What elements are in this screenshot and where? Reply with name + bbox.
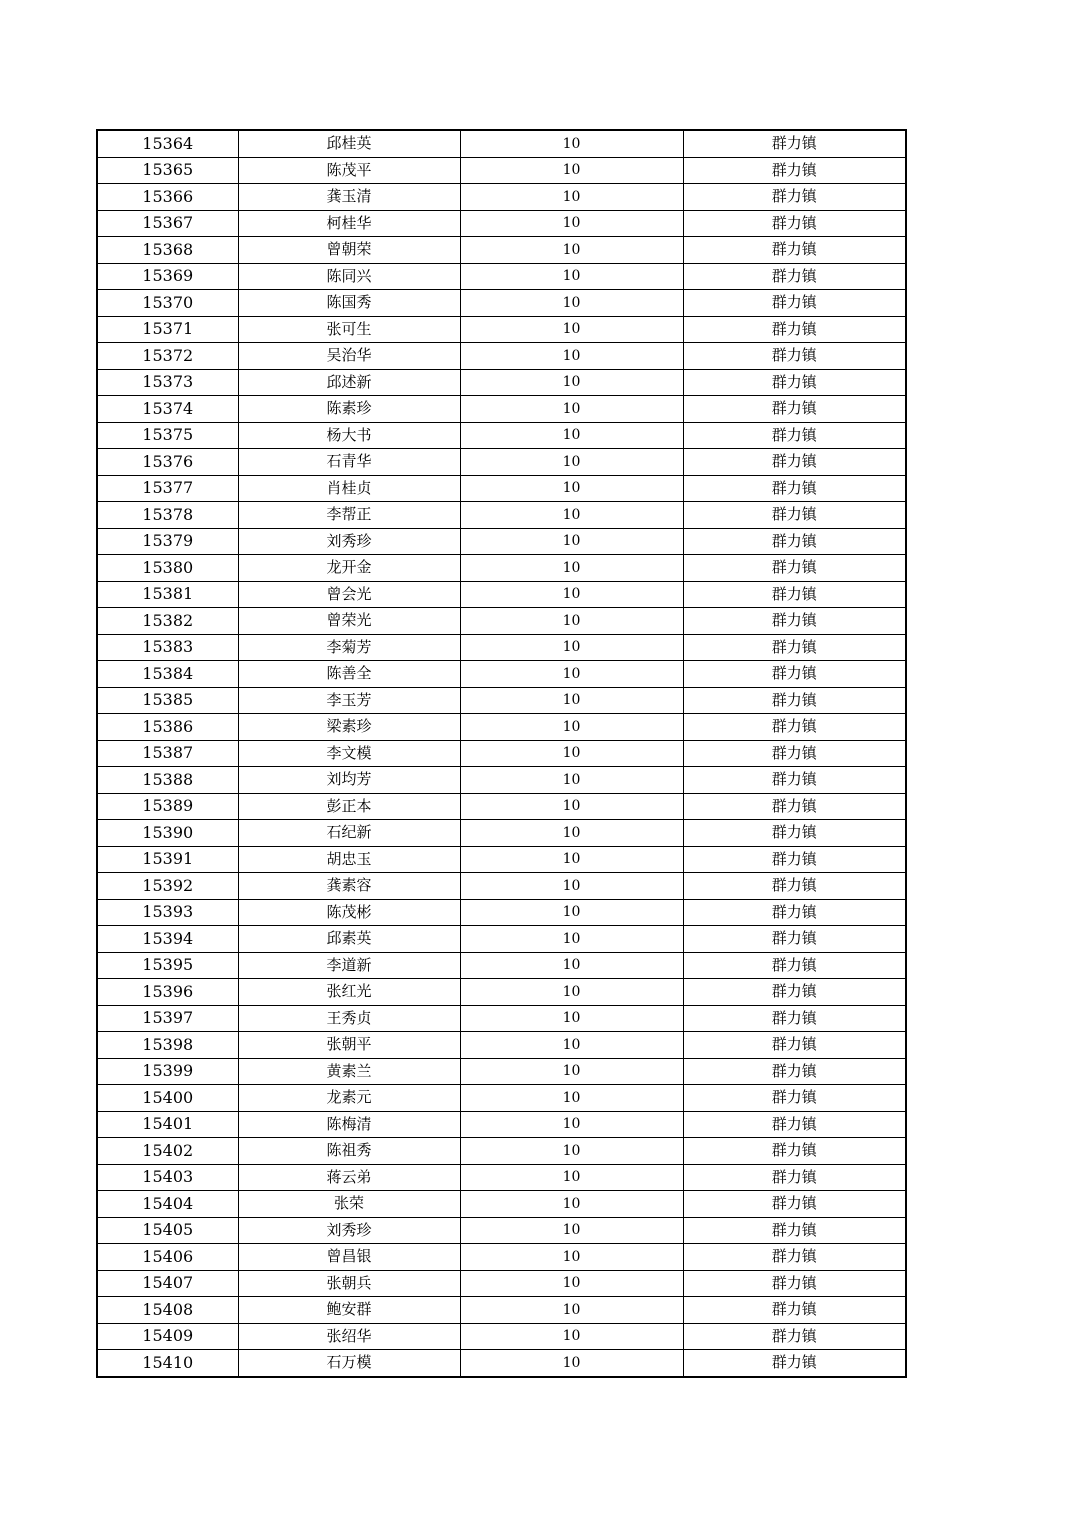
cell-id: 15404 xyxy=(97,1191,238,1218)
cell-name: 石万模 xyxy=(238,1350,460,1377)
cell-name: 肖桂贞 xyxy=(238,475,460,502)
cell-town: 群力镇 xyxy=(683,528,906,555)
cell-name: 彭正本 xyxy=(238,793,460,820)
cell-id: 15371 xyxy=(97,316,238,343)
cell-amount: 10 xyxy=(460,210,683,237)
cell-town: 群力镇 xyxy=(683,263,906,290)
cell-name: 李文模 xyxy=(238,740,460,767)
cell-name: 陈同兴 xyxy=(238,263,460,290)
cell-id: 15375 xyxy=(97,422,238,449)
cell-amount: 10 xyxy=(460,581,683,608)
cell-name: 张荣 xyxy=(238,1191,460,1218)
cell-town: 群力镇 xyxy=(683,608,906,635)
cell-town: 群力镇 xyxy=(683,581,906,608)
cell-town: 群力镇 xyxy=(683,873,906,900)
cell-amount: 10 xyxy=(460,1217,683,1244)
table-row xyxy=(97,1350,906,1377)
cell-town: 群力镇 xyxy=(683,449,906,476)
cell-id: 15372 xyxy=(97,343,238,370)
cell-amount: 10 xyxy=(460,899,683,926)
cell-id: 15405 xyxy=(97,1217,238,1244)
cell-town: 群力镇 xyxy=(683,343,906,370)
cell-name: 邱述新 xyxy=(238,369,460,396)
table-row xyxy=(97,528,906,555)
cell-name: 陈祖秀 xyxy=(238,1138,460,1165)
cell-amount: 10 xyxy=(460,1297,683,1324)
cell-amount: 10 xyxy=(460,316,683,343)
cell-town: 群力镇 xyxy=(683,1111,906,1138)
table-row xyxy=(97,555,906,582)
cell-id: 15370 xyxy=(97,290,238,317)
cell-town: 群力镇 xyxy=(683,184,906,211)
cell-amount: 10 xyxy=(460,396,683,423)
cell-amount: 10 xyxy=(460,846,683,873)
cell-name: 陈素珍 xyxy=(238,396,460,423)
cell-name: 龚玉清 xyxy=(238,184,460,211)
table-row xyxy=(97,1138,906,1165)
cell-name: 陈茂彬 xyxy=(238,899,460,926)
table-row xyxy=(97,184,906,211)
cell-name: 石纪新 xyxy=(238,820,460,847)
cell-amount: 10 xyxy=(460,502,683,529)
table-row xyxy=(97,581,906,608)
cell-id: 15395 xyxy=(97,952,238,979)
cell-town: 群力镇 xyxy=(683,687,906,714)
cell-name: 曾朝荣 xyxy=(238,237,460,264)
cell-town: 群力镇 xyxy=(683,1323,906,1350)
cell-name: 张红光 xyxy=(238,979,460,1006)
cell-town: 群力镇 xyxy=(683,290,906,317)
table-row xyxy=(97,1111,906,1138)
table-row xyxy=(97,237,906,264)
table-row xyxy=(97,1270,906,1297)
table-row xyxy=(97,767,906,794)
cell-name: 邱桂英 xyxy=(238,130,460,157)
cell-amount: 10 xyxy=(460,422,683,449)
cell-amount: 10 xyxy=(460,130,683,157)
cell-id: 15368 xyxy=(97,237,238,264)
cell-name: 李菊芳 xyxy=(238,634,460,661)
cell-name: 吴治华 xyxy=(238,343,460,370)
cell-name: 黄素兰 xyxy=(238,1058,460,1085)
cell-town: 群力镇 xyxy=(683,130,906,157)
cell-id: 15365 xyxy=(97,157,238,184)
cell-town: 群力镇 xyxy=(683,634,906,661)
cell-town: 群力镇 xyxy=(683,767,906,794)
cell-town: 群力镇 xyxy=(683,316,906,343)
cell-name: 陈国秀 xyxy=(238,290,460,317)
cell-town: 群力镇 xyxy=(683,1085,906,1112)
cell-amount: 10 xyxy=(460,1350,683,1377)
table-row xyxy=(97,422,906,449)
table-row xyxy=(97,1297,906,1324)
cell-amount: 10 xyxy=(460,1270,683,1297)
table-row xyxy=(97,290,906,317)
cell-name: 刘秀珍 xyxy=(238,528,460,555)
table-row xyxy=(97,846,906,873)
cell-town: 群力镇 xyxy=(683,899,906,926)
cell-name: 梁素珍 xyxy=(238,714,460,741)
cell-amount: 10 xyxy=(460,1005,683,1032)
cell-amount: 10 xyxy=(460,1244,683,1271)
cell-town: 群力镇 xyxy=(683,1164,906,1191)
cell-name: 曾荣光 xyxy=(238,608,460,635)
cell-name: 李玉芳 xyxy=(238,687,460,714)
cell-town: 群力镇 xyxy=(683,475,906,502)
cell-amount: 10 xyxy=(460,1164,683,1191)
cell-town: 群力镇 xyxy=(683,661,906,688)
cell-amount: 10 xyxy=(460,343,683,370)
table-body xyxy=(97,130,906,1377)
cell-town: 群力镇 xyxy=(683,820,906,847)
cell-amount: 10 xyxy=(460,1111,683,1138)
cell-amount: 10 xyxy=(460,767,683,794)
cell-id: 15380 xyxy=(97,555,238,582)
cell-amount: 10 xyxy=(460,449,683,476)
cell-name: 陈善全 xyxy=(238,661,460,688)
cell-amount: 10 xyxy=(460,290,683,317)
table-row xyxy=(97,608,906,635)
table-row xyxy=(97,1058,906,1085)
cell-amount: 10 xyxy=(460,1138,683,1165)
table-row xyxy=(97,634,906,661)
cell-id: 15379 xyxy=(97,528,238,555)
cell-id: 15384 xyxy=(97,661,238,688)
cell-id: 15373 xyxy=(97,369,238,396)
cell-amount: 10 xyxy=(460,952,683,979)
cell-town: 群力镇 xyxy=(683,1138,906,1165)
cell-amount: 10 xyxy=(460,263,683,290)
cell-id: 15407 xyxy=(97,1270,238,1297)
cell-id: 15386 xyxy=(97,714,238,741)
cell-town: 群力镇 xyxy=(683,1297,906,1324)
cell-name: 张朝兵 xyxy=(238,1270,460,1297)
cell-amount: 10 xyxy=(460,634,683,661)
cell-id: 15382 xyxy=(97,608,238,635)
cell-town: 群力镇 xyxy=(683,793,906,820)
table-row xyxy=(97,740,906,767)
table-row xyxy=(97,1085,906,1112)
cell-id: 15410 xyxy=(97,1350,238,1377)
cell-town: 群力镇 xyxy=(683,237,906,264)
cell-name: 刘均芳 xyxy=(238,767,460,794)
cell-amount: 10 xyxy=(460,740,683,767)
cell-id: 15377 xyxy=(97,475,238,502)
table-row xyxy=(97,210,906,237)
cell-amount: 10 xyxy=(460,714,683,741)
table-row xyxy=(97,130,906,157)
table-row xyxy=(97,475,906,502)
cell-id: 15391 xyxy=(97,846,238,873)
table-row xyxy=(97,899,906,926)
cell-amount: 10 xyxy=(460,1085,683,1112)
table-row xyxy=(97,343,906,370)
cell-name: 张可生 xyxy=(238,316,460,343)
cell-town: 群力镇 xyxy=(683,210,906,237)
cell-id: 15392 xyxy=(97,873,238,900)
cell-amount: 10 xyxy=(460,1323,683,1350)
cell-amount: 10 xyxy=(460,475,683,502)
cell-town: 群力镇 xyxy=(683,1270,906,1297)
cell-name: 曾昌银 xyxy=(238,1244,460,1271)
cell-town: 群力镇 xyxy=(683,1032,906,1059)
cell-town: 群力镇 xyxy=(683,502,906,529)
cell-amount: 10 xyxy=(460,555,683,582)
cell-id: 15378 xyxy=(97,502,238,529)
cell-name: 张绍华 xyxy=(238,1323,460,1350)
table-row xyxy=(97,873,906,900)
cell-name: 胡忠玉 xyxy=(238,846,460,873)
cell-town: 群力镇 xyxy=(683,740,906,767)
cell-amount: 10 xyxy=(460,873,683,900)
cell-amount: 10 xyxy=(460,687,683,714)
cell-name: 陈梅清 xyxy=(238,1111,460,1138)
cell-town: 群力镇 xyxy=(683,1217,906,1244)
cell-id: 15366 xyxy=(97,184,238,211)
table-row xyxy=(97,1217,906,1244)
table-row xyxy=(97,661,906,688)
cell-town: 群力镇 xyxy=(683,979,906,1006)
cell-amount: 10 xyxy=(460,793,683,820)
table-row xyxy=(97,926,906,953)
cell-town: 群力镇 xyxy=(683,714,906,741)
cell-name: 龙素元 xyxy=(238,1085,460,1112)
table-row xyxy=(97,369,906,396)
cell-town: 群力镇 xyxy=(683,1058,906,1085)
cell-id: 15367 xyxy=(97,210,238,237)
cell-amount: 10 xyxy=(460,1032,683,1059)
cell-name: 王秀贞 xyxy=(238,1005,460,1032)
cell-id: 15369 xyxy=(97,263,238,290)
cell-town: 群力镇 xyxy=(683,952,906,979)
table-row xyxy=(97,449,906,476)
table-row xyxy=(97,396,906,423)
cell-id: 15389 xyxy=(97,793,238,820)
cell-town: 群力镇 xyxy=(683,555,906,582)
cell-id: 15402 xyxy=(97,1138,238,1165)
table-row xyxy=(97,687,906,714)
cell-id: 15400 xyxy=(97,1085,238,1112)
cell-name: 龚素容 xyxy=(238,873,460,900)
table-row xyxy=(97,979,906,1006)
cell-amount: 10 xyxy=(460,926,683,953)
data-table xyxy=(96,129,907,1378)
cell-id: 15406 xyxy=(97,1244,238,1271)
table-row xyxy=(97,1191,906,1218)
table-row xyxy=(97,714,906,741)
cell-name: 曾会光 xyxy=(238,581,460,608)
cell-id: 15409 xyxy=(97,1323,238,1350)
cell-name: 石青华 xyxy=(238,449,460,476)
cell-id: 15403 xyxy=(97,1164,238,1191)
table-row xyxy=(97,1032,906,1059)
cell-amount: 10 xyxy=(460,661,683,688)
cell-name: 张朝平 xyxy=(238,1032,460,1059)
cell-id: 15393 xyxy=(97,899,238,926)
cell-town: 群力镇 xyxy=(683,1350,906,1377)
cell-amount: 10 xyxy=(460,608,683,635)
cell-id: 15387 xyxy=(97,740,238,767)
cell-amount: 10 xyxy=(460,979,683,1006)
cell-name: 李道新 xyxy=(238,952,460,979)
cell-id: 15381 xyxy=(97,581,238,608)
cell-id: 15394 xyxy=(97,926,238,953)
cell-town: 群力镇 xyxy=(683,422,906,449)
cell-town: 群力镇 xyxy=(683,1244,906,1271)
cell-id: 15374 xyxy=(97,396,238,423)
table-row xyxy=(97,1164,906,1191)
cell-town: 群力镇 xyxy=(683,846,906,873)
cell-id: 15385 xyxy=(97,687,238,714)
cell-amount: 10 xyxy=(460,820,683,847)
cell-town: 群力镇 xyxy=(683,396,906,423)
table-row xyxy=(97,1323,906,1350)
table-row xyxy=(97,820,906,847)
cell-amount: 10 xyxy=(460,184,683,211)
cell-name: 李帮正 xyxy=(238,502,460,529)
table-row xyxy=(97,1005,906,1032)
cell-id: 15396 xyxy=(97,979,238,1006)
cell-name: 蒋云弟 xyxy=(238,1164,460,1191)
cell-name: 刘秀珍 xyxy=(238,1217,460,1244)
cell-town: 群力镇 xyxy=(683,1191,906,1218)
cell-amount: 10 xyxy=(460,157,683,184)
cell-id: 15383 xyxy=(97,634,238,661)
table-row xyxy=(97,157,906,184)
cell-id: 15398 xyxy=(97,1032,238,1059)
cell-id: 15408 xyxy=(97,1297,238,1324)
cell-name: 陈茂平 xyxy=(238,157,460,184)
cell-town: 群力镇 xyxy=(683,926,906,953)
cell-town: 群力镇 xyxy=(683,1005,906,1032)
cell-name: 柯桂华 xyxy=(238,210,460,237)
cell-name: 邱素英 xyxy=(238,926,460,953)
cell-id: 15388 xyxy=(97,767,238,794)
table-row xyxy=(97,952,906,979)
cell-amount: 10 xyxy=(460,1191,683,1218)
cell-name: 鲍安群 xyxy=(238,1297,460,1324)
table-row xyxy=(97,1244,906,1271)
cell-amount: 10 xyxy=(460,528,683,555)
table-row xyxy=(97,502,906,529)
cell-name: 龙开金 xyxy=(238,555,460,582)
cell-town: 群力镇 xyxy=(683,369,906,396)
table-row xyxy=(97,793,906,820)
cell-id: 15364 xyxy=(97,130,238,157)
cell-amount: 10 xyxy=(460,1058,683,1085)
cell-id: 15401 xyxy=(97,1111,238,1138)
cell-name: 杨大书 xyxy=(238,422,460,449)
cell-id: 15397 xyxy=(97,1005,238,1032)
cell-town: 群力镇 xyxy=(683,157,906,184)
cell-id: 15399 xyxy=(97,1058,238,1085)
table-row xyxy=(97,316,906,343)
table-row xyxy=(97,263,906,290)
cell-amount: 10 xyxy=(460,369,683,396)
cell-id: 15376 xyxy=(97,449,238,476)
cell-id: 15390 xyxy=(97,820,238,847)
cell-amount: 10 xyxy=(460,237,683,264)
